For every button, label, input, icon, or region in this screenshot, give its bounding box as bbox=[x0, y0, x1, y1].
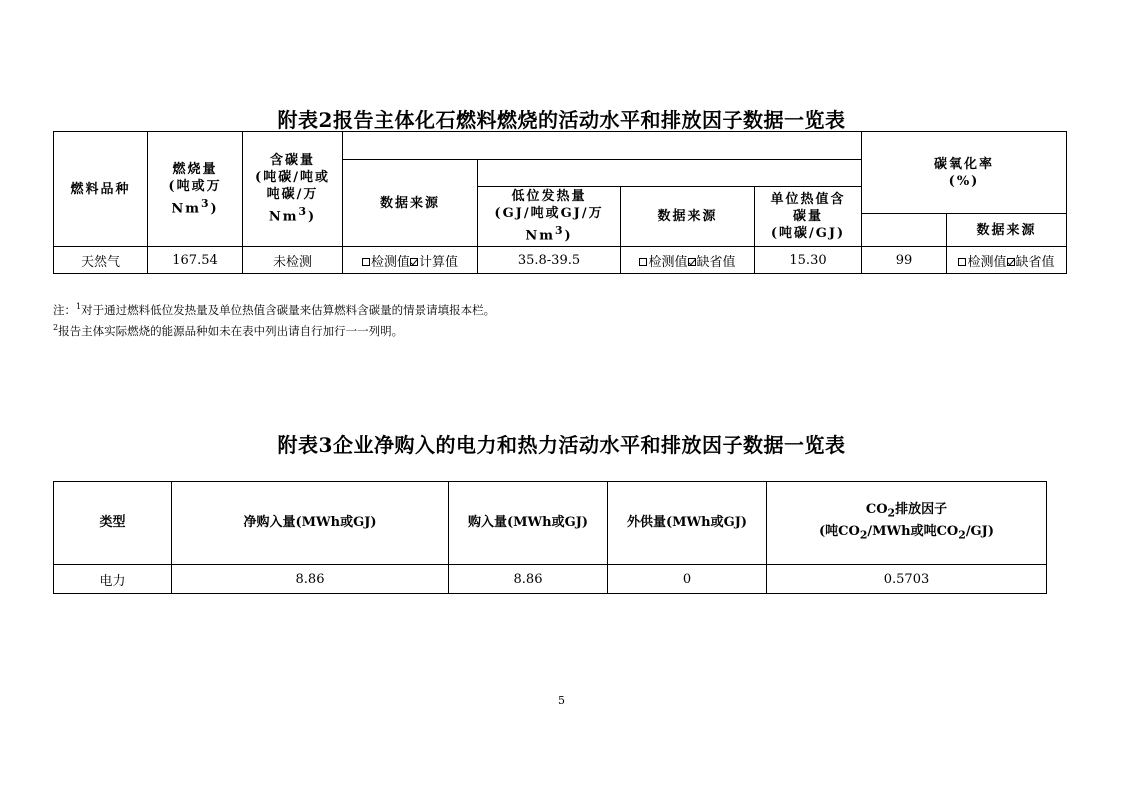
cell-net-purchase: 8.86 bbox=[172, 565, 449, 594]
header-oxidation-rate: 碳氧化率 (%) bbox=[862, 132, 1067, 214]
cell-unit-carbon: 15.30 bbox=[755, 247, 862, 274]
table3-title: 附表3企业净购入的电力和热力活动水平和排放因子数据一览表 bbox=[277, 433, 846, 457]
cell-carbon-content: 未检测 bbox=[243, 247, 343, 274]
fuel-combustion-table bbox=[53, 131, 1067, 274]
checkbox-unchecked-icon[interactable] bbox=[639, 258, 647, 266]
cell-source-2: 检测值 缺省值 bbox=[621, 247, 755, 274]
page-number: 5 bbox=[558, 694, 565, 707]
cell-supply: 0 bbox=[608, 565, 767, 594]
header-emission-factor: $CO_2$排放因子 (吨$CO_2$/MWh或吨$CO_2/GJ$) bbox=[767, 482, 1047, 565]
header-data-source-1: 数据来源 bbox=[343, 160, 478, 247]
header-blank-oxidation bbox=[862, 214, 947, 247]
electricity-heat-table bbox=[53, 481, 1047, 594]
header-purchase: 购入量(MWh或GJ) bbox=[449, 482, 608, 565]
header-ncv: 低位发热量 (GJ/吨或GJ/万 Nm$^3$) bbox=[478, 187, 621, 247]
header-net-purchase: 净购入量(MWh或GJ) bbox=[172, 482, 449, 565]
header-type: 类型 bbox=[54, 482, 172, 565]
cell-fuel: 天然气 bbox=[54, 247, 148, 274]
table2-notes bbox=[53, 298, 495, 340]
header-blank-mid bbox=[478, 160, 862, 187]
cell-purchase: 8.86 bbox=[449, 565, 608, 594]
cell-consumption: 167.54 bbox=[148, 247, 243, 274]
note-2: $^2$报告主体实际燃烧的能源品种如未在表中列出请自行加行一一列明。 bbox=[53, 322, 404, 338]
table-row bbox=[54, 565, 1047, 594]
header-supply: 外供量(MWh或GJ) bbox=[608, 482, 767, 565]
header-consumption: 燃烧量 (吨或万 Nm$^3$) bbox=[148, 132, 243, 247]
cell-ncv: 35.8-39.5 bbox=[478, 247, 621, 274]
table-row bbox=[54, 247, 1067, 274]
header-data-source-2: 数据来源 bbox=[621, 187, 755, 247]
cell-type: 电力 bbox=[54, 565, 172, 594]
table2-title: 附表2报告主体化石燃料燃烧的活动水平和排放因子数据一览表 bbox=[277, 108, 846, 132]
checkbox-unchecked-icon[interactable] bbox=[362, 258, 370, 266]
cell-source-3: 检测值 缺省值 bbox=[947, 247, 1067, 274]
header-data-source-3: 数据来源 bbox=[947, 214, 1067, 247]
note-1: 注：$^1$对于通过燃料低位发热量及单位热值含碳量来估算燃料含碳量的情景请填报本栏。 bbox=[53, 302, 496, 317]
checkbox-unchecked-icon[interactable] bbox=[958, 258, 966, 266]
cell-source-1: 检测值 计算值 bbox=[343, 247, 478, 274]
header-unit-carbon: 单位热值含 碳量 (吨碳/GJ) bbox=[755, 187, 862, 247]
header-fuel-type: 燃料品种 bbox=[54, 132, 148, 247]
cell-oxidation-rate: 99 bbox=[862, 247, 947, 274]
header-blank-top bbox=[343, 132, 862, 160]
cell-emission-factor: 0.5703 bbox=[767, 565, 1047, 594]
checkbox-checked-icon[interactable] bbox=[688, 258, 696, 266]
checkbox-checked-icon[interactable] bbox=[410, 258, 418, 266]
checkbox-checked-icon[interactable] bbox=[1007, 258, 1015, 266]
header-carbon-content: 含碳量 (吨碳/吨或 吨碳/万 Nm$^3$) bbox=[243, 132, 343, 247]
